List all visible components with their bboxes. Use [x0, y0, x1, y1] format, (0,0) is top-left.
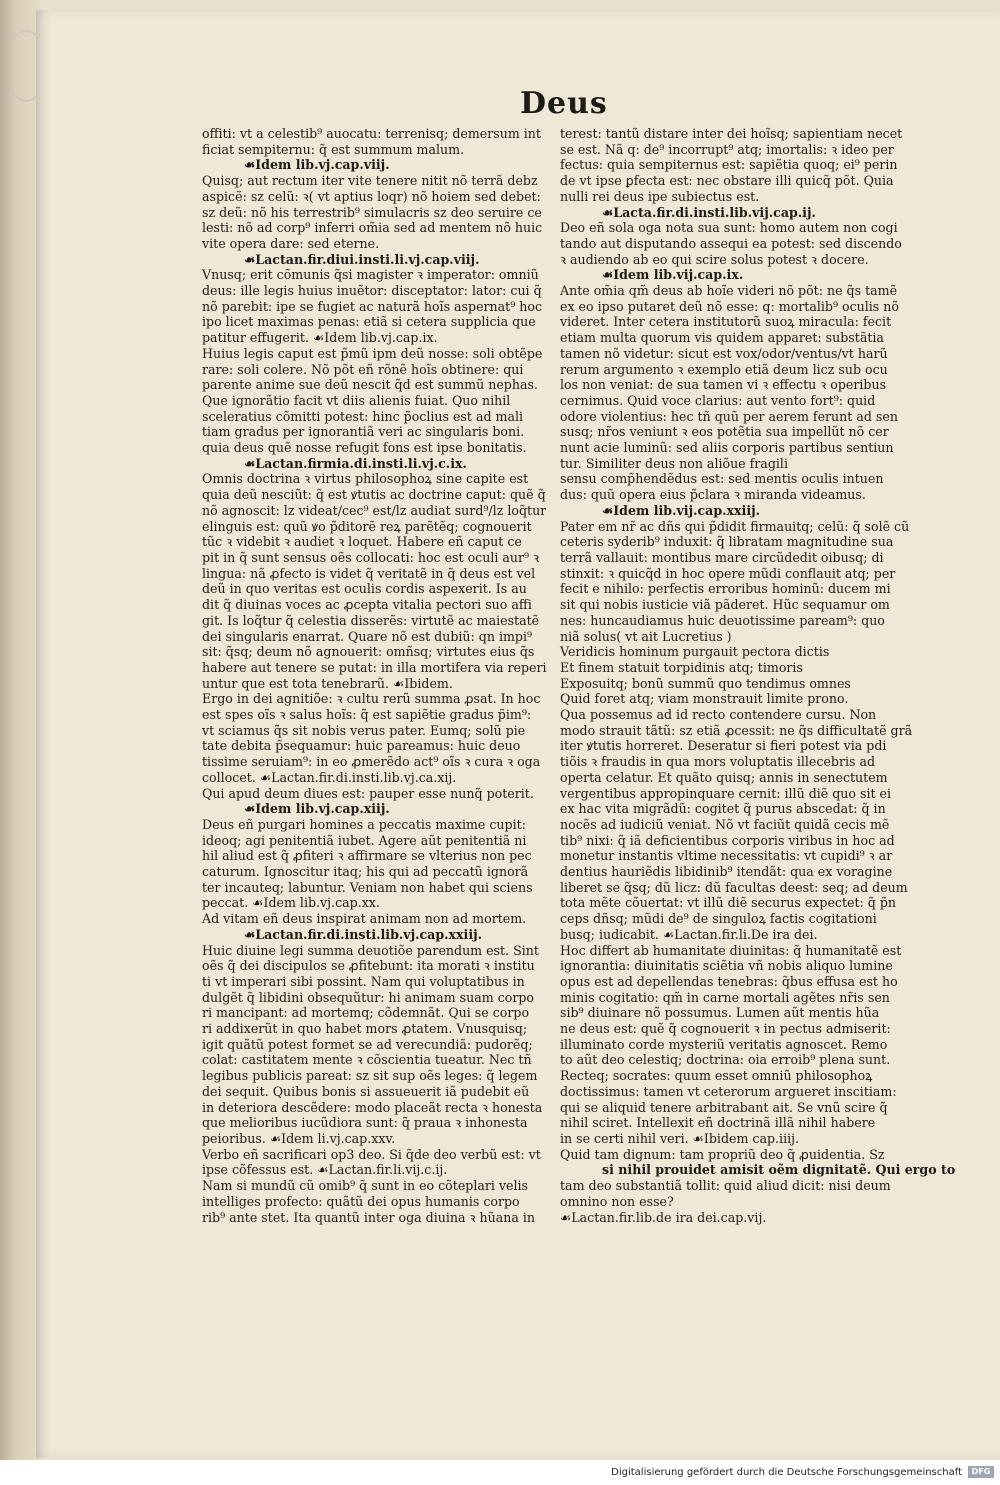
text-line: Qua possemus ad id recto contendere cursu. Non: [560, 707, 877, 723]
text-line: operta celatur. Et quãto quisq; annis in senectutem: [560, 769, 888, 785]
text-line: hil aliud est q̃ ꝓfiteri ꝛ affirmare se vlterius non pec: [202, 848, 532, 864]
text-line: ceteris syderib⁹ induxit: q̃ libratam magnitudine sua: [560, 534, 894, 550]
text-line: ficiat sempiternu: q̃ est summum malum.: [202, 141, 465, 157]
text-line: Veridicis hominum purgauit pectora dictis: [560, 644, 830, 660]
text-line: Quid tam dignum: tam propriũ deo q̃ ꝓuidentia. Sz: [560, 1146, 885, 1162]
text-line: ex hac vita migrãdũ: cogitet q̃ purus abscedat: q̃ in: [560, 801, 886, 817]
left-text-column: [202, 126, 554, 1225]
text-line: ipse cõfessus est. ☙Lactan.fir.li.vij.c.ij.: [202, 1162, 448, 1178]
text-line: terest: tantũ distare inter dei hoĩsq; sapientiam necet: [560, 126, 903, 141]
text-line: colat: castitatem mente ꝛ cõscientia tueatur. Nec tñ: [202, 1052, 532, 1068]
text-line: Qui apud deum diues est: pauper esse nunq̃ poterit.: [202, 785, 534, 801]
text-line: tamen nõ videtur: sicut est vox/odor/ventus/vt harũ: [560, 345, 888, 361]
text-line: parente anime sue deũ nescit q̃d est summũ nephas.: [202, 377, 538, 393]
text-line: Ante om̃ia qm̃ deus ab hoĩe videri nõ põt: ne q̃s tamẽ: [560, 283, 898, 299]
text-line: dus: quũ opera eius p̃clara ꝛ miranda videamus.: [560, 487, 866, 503]
text-line: rare: soli colere. Nõ põt eñ rõnẽ hoĩs obtinere: qui: [202, 361, 524, 377]
text-line: ignorantia: diuinitatis sciẽtia vñ nobis aliquo lumine: [560, 958, 893, 974]
text-line: Huic diuine legi summa deuotiõe parendum est. Sint: [202, 942, 539, 958]
text-line: Quisq; aut rectum iter vite tenere nitit nõ terrã debz: [202, 173, 538, 189]
text-line: niã solus( vt ait Lucretius ): [560, 628, 732, 644]
text-line: etiam multa quorum vis quidem apparet: substãtia: [560, 330, 884, 346]
text-line: opus est ad depellendas tenebras: q̃bus effusa est ho: [560, 973, 898, 989]
text-line: los non veniat: de sua tamen vi ꝛ effectu ꝛ operibus: [560, 377, 887, 393]
chapter-reference: si nihil prouidet amisit oẽm dignitatẽ. Qui ergo to: [602, 1162, 956, 1178]
text-line: ceps dñsq; mũdi de⁹ de singuloꝝ factis cogitationi: [560, 911, 877, 927]
text-line: rerum argumento ꝛ exemplo etiã deum licz sub ocu: [560, 361, 888, 377]
text-line: Que ignorãtio facit vt diis alienis fuiat. Quo nihil: [202, 392, 511, 408]
text-line: tam deo substantiã tollit: quid aliud dicit: nisi deum: [560, 1178, 891, 1194]
text-line: in deteriora descẽdere: modo placeãt recta ꝛ honesta: [202, 1099, 543, 1115]
text-line: tũc ꝛ videbit ꝛ audiet ꝛ loquet. Habere eñ caput ce: [202, 534, 522, 550]
text-line: dit q̃ diuinas voces ac ꝓcepta vitalia pectori suo affi: [202, 597, 532, 613]
text-line: nõ parebit: ipe se fugiet ac naturã hoĩs aspernat⁹ hoc: [202, 298, 543, 314]
text-line: ☙Lactan.fir.lib.de ira dei.cap.vij.: [560, 1209, 767, 1225]
chapter-reference: ☙Idem lib.vij.cap.xxiij.: [602, 502, 761, 518]
text-line: offiti: vt a celestib⁹ auocatu: terrenisq; demersum int: [202, 126, 541, 141]
text-line: susq; nr̃os veniunt ꝛ eos potẽtia sua impellũt nõ cer: [560, 424, 889, 440]
text-line: fecit e nihilo: perfectis erroribus hominũ: ducem mi: [560, 581, 891, 597]
text-line: peioribus. ☙Idem li.vj.cap.xxv.: [202, 1131, 396, 1146]
text-line: vt sciamus q̃s sit nobis verus pater. Eumq; solũ pie: [202, 722, 526, 738]
book-gutter: [0, 0, 40, 1460]
text-line: lingua: nã ꝓfecto is videt q̃ veritatẽ in q̃ deus est vel: [202, 565, 536, 581]
text-line: minis cogitatio: qm̃ in carne mortali agẽtes nr̃is sen: [560, 989, 890, 1005]
text-line: Nam si mundũ cũ omib⁹ q̃ sunt in eo cõteplari velis: [202, 1178, 529, 1194]
text-line: aspicẽ: sz celũ: ꝛ( vt aptius loqr) nõ hoiem sed debet:: [202, 188, 541, 204]
text-line: git. Is loq̃tur q̃ celestia disserẽs: virtutẽ ac maiestatẽ: [202, 612, 540, 628]
text-line: sib⁹ diuinare nõ possumus. Lumen aũt mentis hũa: [560, 1005, 880, 1021]
text-line: dei sequit. Quibus bonis si assueuerit iã pudebit eũ: [202, 1083, 530, 1099]
text-line: videret. Inter cetera institutorũ suoꝝ miracula: fecit: [560, 314, 892, 330]
text-line: Omnis doctrina ꝛ virtus philosophoꝝ sine capite est: [202, 471, 529, 487]
text-line: Deo eñ sola oga nota sua sunt: homo autem non cogi: [560, 220, 898, 236]
text-line: terrã vallauit: montibus mare circũdedit oibusq; di: [560, 549, 884, 565]
text-line: Ergo in dei agnitiõe: ꝛ cultu rerũ summa ꝓsat. In hoc: [202, 691, 541, 707]
dfg-logo: DFG: [968, 1466, 994, 1478]
chapter-reference: ☙Idem lib.vj.cap.viij.: [244, 157, 390, 173]
text-line: doctissimus: tamen vt ceterorum argueret inscitiam:: [560, 1083, 897, 1099]
text-line: rib⁹ ante stet. Ita quantũ inter oga diuina ꝛ hũana in: [202, 1209, 536, 1225]
text-line: pit in q̃ sunt sensus oẽs collocati: hoc est oculi aur⁹ ꝛ: [202, 549, 540, 565]
text-line: deũ in quo veritas est oculis cordis aspexerit. Is au: [202, 581, 527, 597]
chapter-reference: ☙Lactan.firmia.di.insti.li.vj.c.ix.: [244, 455, 467, 471]
text-line: de vt ipse ꝑfecta est: nec obstare illi quicq̃ põt. Quia: [560, 173, 894, 189]
text-line: ter incauteq; labuntur. Veniam non habet qui sciens: [202, 879, 533, 895]
text-line: sensu comp̃hendẽdus est: sed mentis oculis intuen: [560, 471, 884, 487]
text-line: sz deũ: nõ his terrestrib⁹ simulacris sz deo seruire ce: [202, 204, 542, 220]
text-line: vite opera dare: sed eterne.: [202, 235, 380, 251]
text-line: elinguis est: quũ ꝟo p̃ditorẽ reꝝ parẽtẽq; cognouerit: [202, 518, 532, 534]
text-line: sit: q̃sq; deum nõ agnouerit: omñsq; virtutes eius q̃s: [202, 644, 535, 660]
text-line: Pater em nr̃ ac dñs qui p̃didit firmauitq; celũ: q̃ solẽ cũ: [560, 518, 910, 534]
text-line: ne deus est: quẽ q̃ cognouerit ꝛ in pectus admiserit:: [560, 1021, 891, 1037]
text-line: quia deus quẽ nosse refugit fons est ipse bonitatis.: [202, 440, 527, 456]
text-line: nihil sciret. Intellexit eñ doctrinã illã nihil habere: [560, 1115, 876, 1131]
text-line: vergentibus appropinquare cernit: illũ diẽ quo sit ei: [560, 785, 892, 801]
text-line: peccat. ☙Idem lib.vj.cap.xx.: [202, 895, 380, 911]
text-line: cernimus. Quid voce clarius: aut vento fort⁹: quid: [560, 392, 876, 408]
text-line: caturum. Ignoscitur itaq; his qui ad peccatũ ignorã: [202, 864, 529, 880]
text-line: ri mancipant: ad mortemq; cõdemnãt. Qui se corpo: [202, 1005, 530, 1021]
text-line: busq; iudicabit. ☙Lactan.fir.li.De ira dei.: [560, 926, 818, 942]
text-line: ipo licet maximas penas: etiã si cetera supplicia que: [202, 314, 536, 330]
text-line: nulli rei deus ipe subiectus est.: [560, 188, 760, 204]
text-line: Vnusq; erit cõmunis q̃si magister ꝛ imperator: omniũ: [202, 267, 539, 283]
text-line: Hoc differt ab humanitate diuinitas: q̃ humanitatẽ est: [560, 942, 902, 958]
text-line: odore violentius: hec tñ quũ per aerem ferunt ad sen: [560, 408, 898, 424]
text-line: tiõis ꝛ fraudis in qua mors voluptatis illecebris ad: [560, 754, 876, 770]
text-line: modo strauit tãtũ: sz etiã ꝓcessit: ne q̃s difficultatẽ grã: [560, 722, 913, 738]
chapter-reference: ☙Idem lib.vj.cap.xiij.: [244, 801, 390, 817]
text-line: dulgẽt q̃ libidini obsequũtur: hi animam suam corpo: [202, 989, 535, 1005]
text-line: fectus: quia sempiternus est: sapiẽtia quoq; ei⁹ perin: [560, 157, 898, 173]
text-line: in se certi nihil veri. ☙Ibidem cap.iiij.: [560, 1131, 800, 1146]
text-line: nunt acie luminũ: sed aliis corporis partibus sentiun: [560, 440, 894, 456]
text-line: monetur instantis vltime necessitatis: vt cupidi⁹ ꝛ ar: [560, 848, 893, 864]
running-title: Deus: [520, 86, 608, 121]
text-line: que melioribus iucũdiora sunt: q̃ praua ꝛ inhonesta: [202, 1115, 528, 1131]
text-line: tur. Similiter deus non aliõue fragili: [560, 455, 788, 471]
text-line: dentius hauriẽdis libidinib⁹ itendãt: qua ex voragine: [560, 864, 893, 880]
chapter-reference: ☙Lactan.fir.diui.insti.li.vj.cap.viij.: [244, 251, 480, 267]
text-line: oẽs q̃ dei discipulos se ꝓfitebunt: ita morati ꝛ institu: [202, 958, 535, 974]
text-line: Deus eñ purgari homines a peccatis maxime cupit:: [202, 816, 526, 832]
right-text-column: [560, 126, 956, 1225]
chapter-reference: ☙Lactan.fir.di.insti.lib.vj.cap.xxiij.: [244, 926, 483, 942]
text-line: dei singularis enarrat. Quare nõ est dubiũ: qn impi⁹: [202, 628, 533, 644]
text-line: illuminato corde mysteriũ veritatis agnoscet. Remo: [560, 1036, 888, 1052]
text-line: quia deũ nesciũt: q̃ est ꝟtutis ac doctrine caput: quẽ q̃: [202, 487, 546, 503]
text-line: deus: ille legis huius inuẽtor: disceptator: lator: cui q̃: [202, 283, 542, 299]
footer-bar: [0, 1460, 1000, 1485]
text-line: tissime seruiam⁹: in eo ꝓmerẽdo act⁹ oĩs ꝛ cura ꝛ oga: [202, 754, 541, 770]
text-line: tiam gradus per ignorantiã veri ac singularis boni.: [202, 424, 525, 440]
text-line: omnino non esse?: [560, 1193, 674, 1209]
text-line: Verbo eñ sacrificari op3 deo. Si q̃de deo verbũ est: vt: [202, 1146, 541, 1162]
text-line: patitur effugerit. ☙Idem lib.vj.cap.ix.: [202, 330, 438, 346]
text-line: nes: huncaudiamus huic deuotissime paream⁹: quo: [560, 612, 885, 628]
text-line: tib⁹ nixi: q̃ iã deficientibus corporis viribus in hoc ad: [560, 832, 895, 848]
text-line: to aũt deo celestiq; doctrina: oia erroib⁹ plena sunt.: [560, 1052, 891, 1068]
text-line: ideoq; agi penitentiã iubet. Agere aũt penitentiã ni: [202, 832, 527, 848]
text-line: sceleratius cõmitti potest: hinc p̃oclius est ad mali: [202, 408, 524, 424]
text-line: Exposuitq; bonũ summũ quo tendimus omnes: [560, 675, 851, 691]
funding-credit: Digitalisierung gefördert durch die Deutsche Forschungsgemeinschaft: [611, 1467, 962, 1478]
text-line: ti vt imperari sibi possint. Nam qui voluptatibus in: [202, 973, 525, 989]
text-line: Ad vitam eñ deus inspirat animam non ad mortem.: [202, 911, 527, 927]
text-line: ri addixerũt in quo habet mors ꝓtatem. Vnusquisq;: [202, 1021, 528, 1037]
text-line: tate debita p̃sequamur: huic pareamus: huic deuo: [202, 738, 521, 754]
text-line: iter ꝟtutis horreret. Deseratur si fieri potest via pdi: [560, 738, 887, 754]
text-line: Quid foret atq; viam monstrauit limite prono.: [560, 691, 849, 707]
text-line: ꝛ audiendo ab eo qui scire solus potest ꝛ docere.: [560, 251, 869, 267]
text-line: tota mẽte cõuertat: vt illũ diẽ securus expectet: q̃ p̃n: [560, 895, 897, 911]
text-line: ex eo ipso putaret deũ nõ esse: q: mortalib⁹ oculis nõ: [560, 298, 899, 314]
chapter-reference: ☙Lacta.fir.di.insti.lib.vij.cap.ij.: [602, 204, 816, 220]
chapter-reference: ☙Idem lib.vij.cap.ix.: [602, 267, 744, 283]
text-line: intelliges profecto: quãtũ dei opus humanis corpo: [202, 1193, 520, 1209]
text-line: nocẽs ad iudiciũ veniat. Nõ vt faciũt quidã cecis mẽ: [560, 816, 890, 832]
text-line: collocet. ☙Lactan.fir.di.insti.lib.vj.ca.xij.: [202, 769, 457, 785]
text-line: tando aut disputando assequi ea potest: sed discendo: [560, 235, 902, 251]
text-line: Et finem statuit torpidinis atq; timoris: [560, 659, 803, 675]
text-line: nõ agnoscit: lz videat/cec⁹ est/lz audiat surd⁹/lz loq̃tur: [202, 502, 547, 518]
text-line: legibus publicis pareat: sz sit sup oẽs leges: q̃ legem: [202, 1068, 538, 1084]
text-line: lesti: nõ ad corp⁹ inferri om̃ia sed ad mentem nõ huic: [202, 220, 543, 236]
text-line: untur que est tota tenebrarũ. ☙Ibidem.: [202, 675, 453, 691]
text-line: Recteq; socrates: quum esset omniũ philosophoꝝ: [560, 1068, 873, 1084]
text-line: stinxit: ꝛ quicq̃d in hoc opere mũdi conflauit atq; per: [560, 565, 896, 581]
text-line: se est. Nã q: de⁹ incorrupt⁹ atq; imortalis: ꝛ ideo per: [560, 141, 894, 157]
text-line: sit qui nobis iusticie viã pãderet. Hũc sequamur om: [560, 597, 890, 613]
text-line: qui se aliquid tenere arbitrabant ait. Se vnũ scire q̃: [560, 1099, 888, 1115]
text-line: habere aut tenere se putat: in illa mortifera via reperi: [202, 659, 547, 675]
text-line: est spes oĩs ꝛ salus hoĩs: q̃ est sapiẽtie gradus p̃im⁹:: [202, 707, 532, 723]
text-line: igit quãtũ potest formet se ad verecundiã: pudorẽq;: [202, 1036, 533, 1052]
text-line: Huius legis caput est p̃mũ ipm deũ nosse: soli obtẽpe: [202, 345, 543, 361]
text-line: liberet se q̃sq; dũ licz: dũ facultas deest: seq; ad deum: [560, 879, 908, 895]
